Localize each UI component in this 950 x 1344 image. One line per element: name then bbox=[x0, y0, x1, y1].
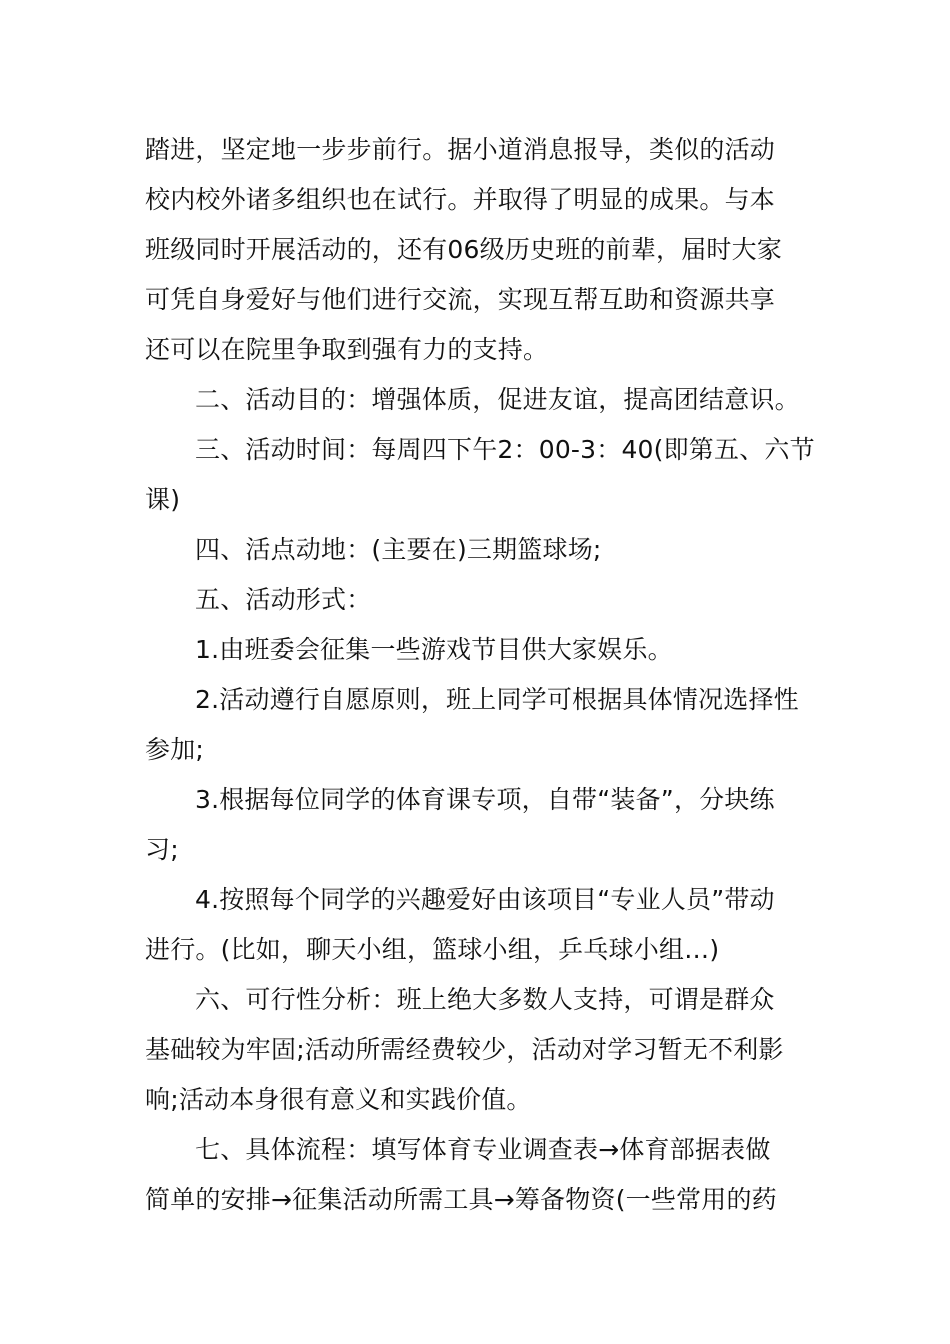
text-line: 基础较为牢固;活动所需经费较少，活动对学习暂无不利影 bbox=[145, 1035, 784, 1064]
text-line: 响;活动本身很有意义和实践价值。 bbox=[145, 1085, 532, 1114]
section-heading-time: 三、活动时间：每周四下午2：00-3：40(即第五、六节 bbox=[195, 435, 815, 464]
text-line: 进行。(比如，聊天小组，篮球小组，乒乓球小组…) bbox=[145, 935, 720, 964]
section-heading-feasibility: 六、可行性分析：班上绝大多数人支持，可谓是群众 bbox=[195, 985, 775, 1014]
text-line: 简单的安排→征集活动所需工具→筹备物资(一些常用的药 bbox=[145, 1185, 777, 1214]
list-item: 1.由班委会征集一些游戏节目供大家娱乐。 bbox=[195, 635, 673, 664]
text-line: 课) bbox=[145, 485, 181, 514]
section-heading-format: 五、活动形式： bbox=[195, 585, 372, 614]
list-item: 3.根据每位同学的体育课专项，自带“装备”，分块练 bbox=[195, 785, 775, 814]
section-heading-location: 四、活点动地：(主要在)三期篮球场; bbox=[195, 535, 602, 564]
text-line: 踏进，坚定地一步步前行。据小道消息报导，类似的活动 bbox=[145, 135, 776, 164]
section-heading-purpose: 二、活动目的：增强体质，促进友谊，提高团结意识。 bbox=[195, 385, 800, 414]
text-line: 习; bbox=[145, 835, 179, 864]
text-line: 可凭自身爱好与他们进行交流，实现互帮互助和资源共享 bbox=[145, 285, 776, 314]
list-item: 2.活动遵行自愿原则，班上同学可根据具体情况选择性 bbox=[195, 685, 799, 714]
text-line: 班级同时开展活动的，还有06级历史班的前辈，届时大家 bbox=[145, 235, 783, 264]
text-line: 参加; bbox=[145, 735, 205, 764]
section-heading-process: 七、具体流程：填写体育专业调查表→体育部据表做 bbox=[195, 1135, 771, 1164]
document-body bbox=[145, 125, 815, 1225]
list-item: 4.按照每个同学的兴趣爱好由该项目“专业人员”带动 bbox=[195, 885, 775, 914]
text-line: 还可以在院里争取到强有力的支持。 bbox=[145, 335, 549, 364]
text-line: 校内校外诸多组织也在试行。并取得了明显的成果。与本 bbox=[145, 185, 776, 214]
